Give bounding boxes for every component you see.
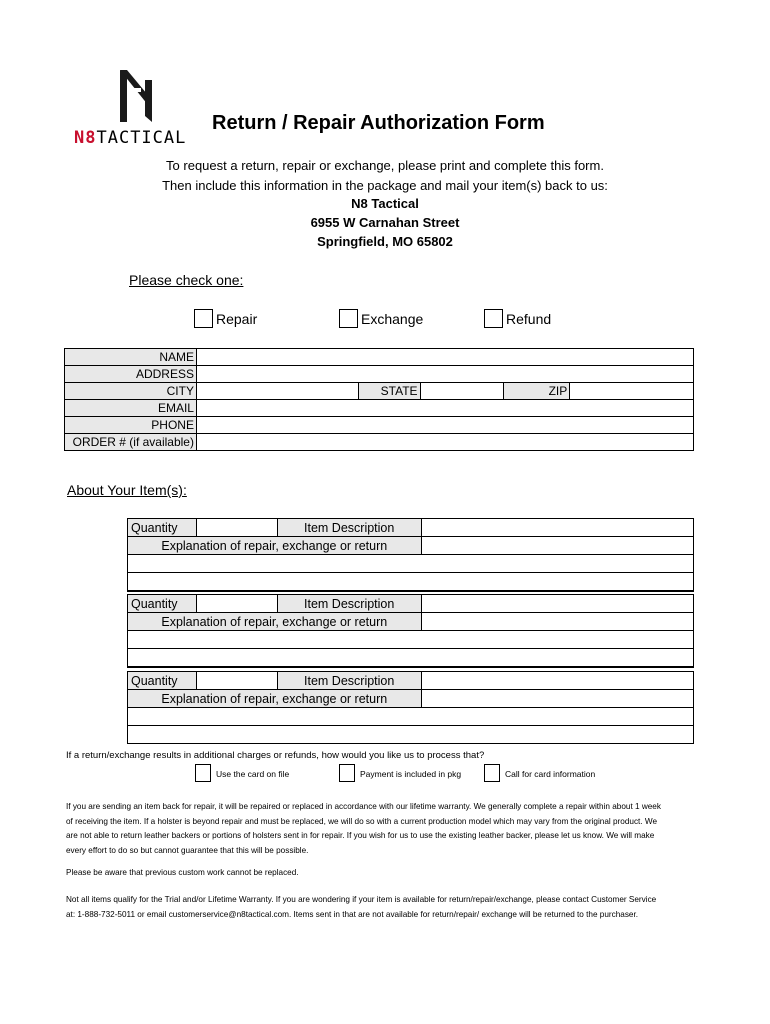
quantity-label: Quantity <box>128 519 197 537</box>
repair-label: Repair <box>216 311 258 327</box>
repair-checkbox[interactable] <box>194 309 213 328</box>
order-label: ORDER # (if available) <box>65 434 197 451</box>
explanation-label: Explanation of repair, exchange or return <box>128 690 422 708</box>
item-description-label: Item Description <box>277 519 421 537</box>
explanation-line[interactable] <box>128 573 694 591</box>
items-heading: About Your Item(s): <box>67 482 187 498</box>
intro-line-1: To request a return, repair or exchange, please print and complete this form. <box>166 158 604 173</box>
name-field[interactable] <box>196 349 693 366</box>
card-on-file-checkbox[interactable] <box>195 764 211 782</box>
city-field[interactable] <box>196 383 358 400</box>
explanation-field[interactable] <box>421 690 693 708</box>
name-row <box>65 349 694 366</box>
address-row <box>65 366 694 383</box>
phone-label: PHONE <box>65 417 197 434</box>
company-name: N8 Tactical <box>351 196 419 211</box>
item-description-field[interactable] <box>421 595 693 613</box>
payment-included-label: Payment is included in pkg <box>360 769 462 779</box>
refund-label: Refund <box>506 311 552 327</box>
address-field[interactable] <box>196 366 693 383</box>
payment-included-checkbox[interactable] <box>339 764 355 782</box>
warranty-paragraph: If you are sending an item back for repair, it will be repaired or replaced in accordance with our lifetime warranty. We generally complete a repair within about 1 week of receiving the item. If a holster is beyond repair and must be replaced, we will do so with a current production model which may vary from the original product. We are not able to return leather backers or portions of holsters sent in for repair. If you wish for us to use the existing leather backer, please let us know. We will make every effort to do so but cannot guarantee that this will be possible. <box>66 802 661 855</box>
exchange-label: Exchange <box>361 311 424 327</box>
logo-wordmark: N8TACTICAL <box>74 128 187 148</box>
explanation-line[interactable] <box>128 649 694 667</box>
item-description-field[interactable] <box>421 672 693 690</box>
email-row <box>65 400 694 417</box>
explanation-label: Explanation of repair, exchange or return <box>128 613 422 631</box>
n8-logo-mark-icon <box>118 70 154 122</box>
exchange-checkbox[interactable] <box>339 309 358 328</box>
quantity-label: Quantity <box>128 595 197 613</box>
order-field[interactable] <box>196 434 693 451</box>
explanation-line[interactable] <box>128 631 694 649</box>
card-on-file-label: Use the card on file <box>216 769 290 779</box>
n8-tactical-logo <box>74 70 204 150</box>
explanation-line[interactable] <box>128 726 694 744</box>
name-label: NAME <box>65 349 197 366</box>
company-city: Springfield, MO 65802 <box>317 234 453 249</box>
item-description-field[interactable] <box>421 519 693 537</box>
explanation-label: Explanation of repair, exchange or return <box>128 537 422 555</box>
call-for-card-checkbox[interactable] <box>484 764 500 782</box>
state-field[interactable] <box>420 383 504 400</box>
contact-info-table <box>64 348 694 451</box>
phone-row <box>65 417 694 434</box>
city-label: CITY <box>65 383 197 400</box>
item-block-3 <box>127 671 694 744</box>
zip-label: ZIP <box>504 383 570 400</box>
eligibility-paragraph: Not all items qualify for the Trial and/or Lifetime Warranty. If you are wondering if your item is available for return/repair/exchange, please contact Customer Service at: 1-888-732-5011 or email customerservice@n8tactical.com. Items sent in that are not available for return/repair/ exchange will be returned to the purchaser. <box>66 895 657 919</box>
explanation-field[interactable] <box>421 613 693 631</box>
quantity-field[interactable] <box>196 672 277 690</box>
state-label: STATE <box>358 383 420 400</box>
phone-field[interactable] <box>196 417 693 434</box>
check-one-heading: Please check one: <box>129 272 244 288</box>
address-label: ADDRESS <box>65 366 197 383</box>
quantity-label: Quantity <box>128 672 197 690</box>
explanation-line[interactable] <box>128 708 694 726</box>
item-description-label: Item Description <box>277 595 421 613</box>
item-block-1 <box>127 518 694 592</box>
city-row <box>65 383 694 400</box>
quantity-field[interactable] <box>196 519 277 537</box>
email-field[interactable] <box>196 400 693 417</box>
intro-line-2: Then include this information in the package and mail your item(s) back to us: <box>162 178 608 193</box>
explanation-line[interactable] <box>128 555 694 573</box>
custom-work-note: Please be aware that previous custom work cannot be replaced. <box>66 868 299 877</box>
processing-question: If a return/exchange results in additional charges or refunds, how would you like us to process that? <box>66 750 485 761</box>
quantity-field[interactable] <box>196 595 277 613</box>
zip-field[interactable] <box>570 383 694 400</box>
item-block-2 <box>127 594 694 668</box>
call-for-card-label: Call for card information <box>505 769 596 779</box>
explanation-field[interactable] <box>421 537 693 555</box>
company-street: 6955 W Carnahan Street <box>310 215 460 230</box>
email-label: EMAIL <box>65 400 197 417</box>
item-description-label: Item Description <box>277 672 421 690</box>
refund-checkbox[interactable] <box>484 309 503 328</box>
form-title: Return / Repair Authorization Form <box>212 112 545 134</box>
order-row <box>65 434 694 451</box>
